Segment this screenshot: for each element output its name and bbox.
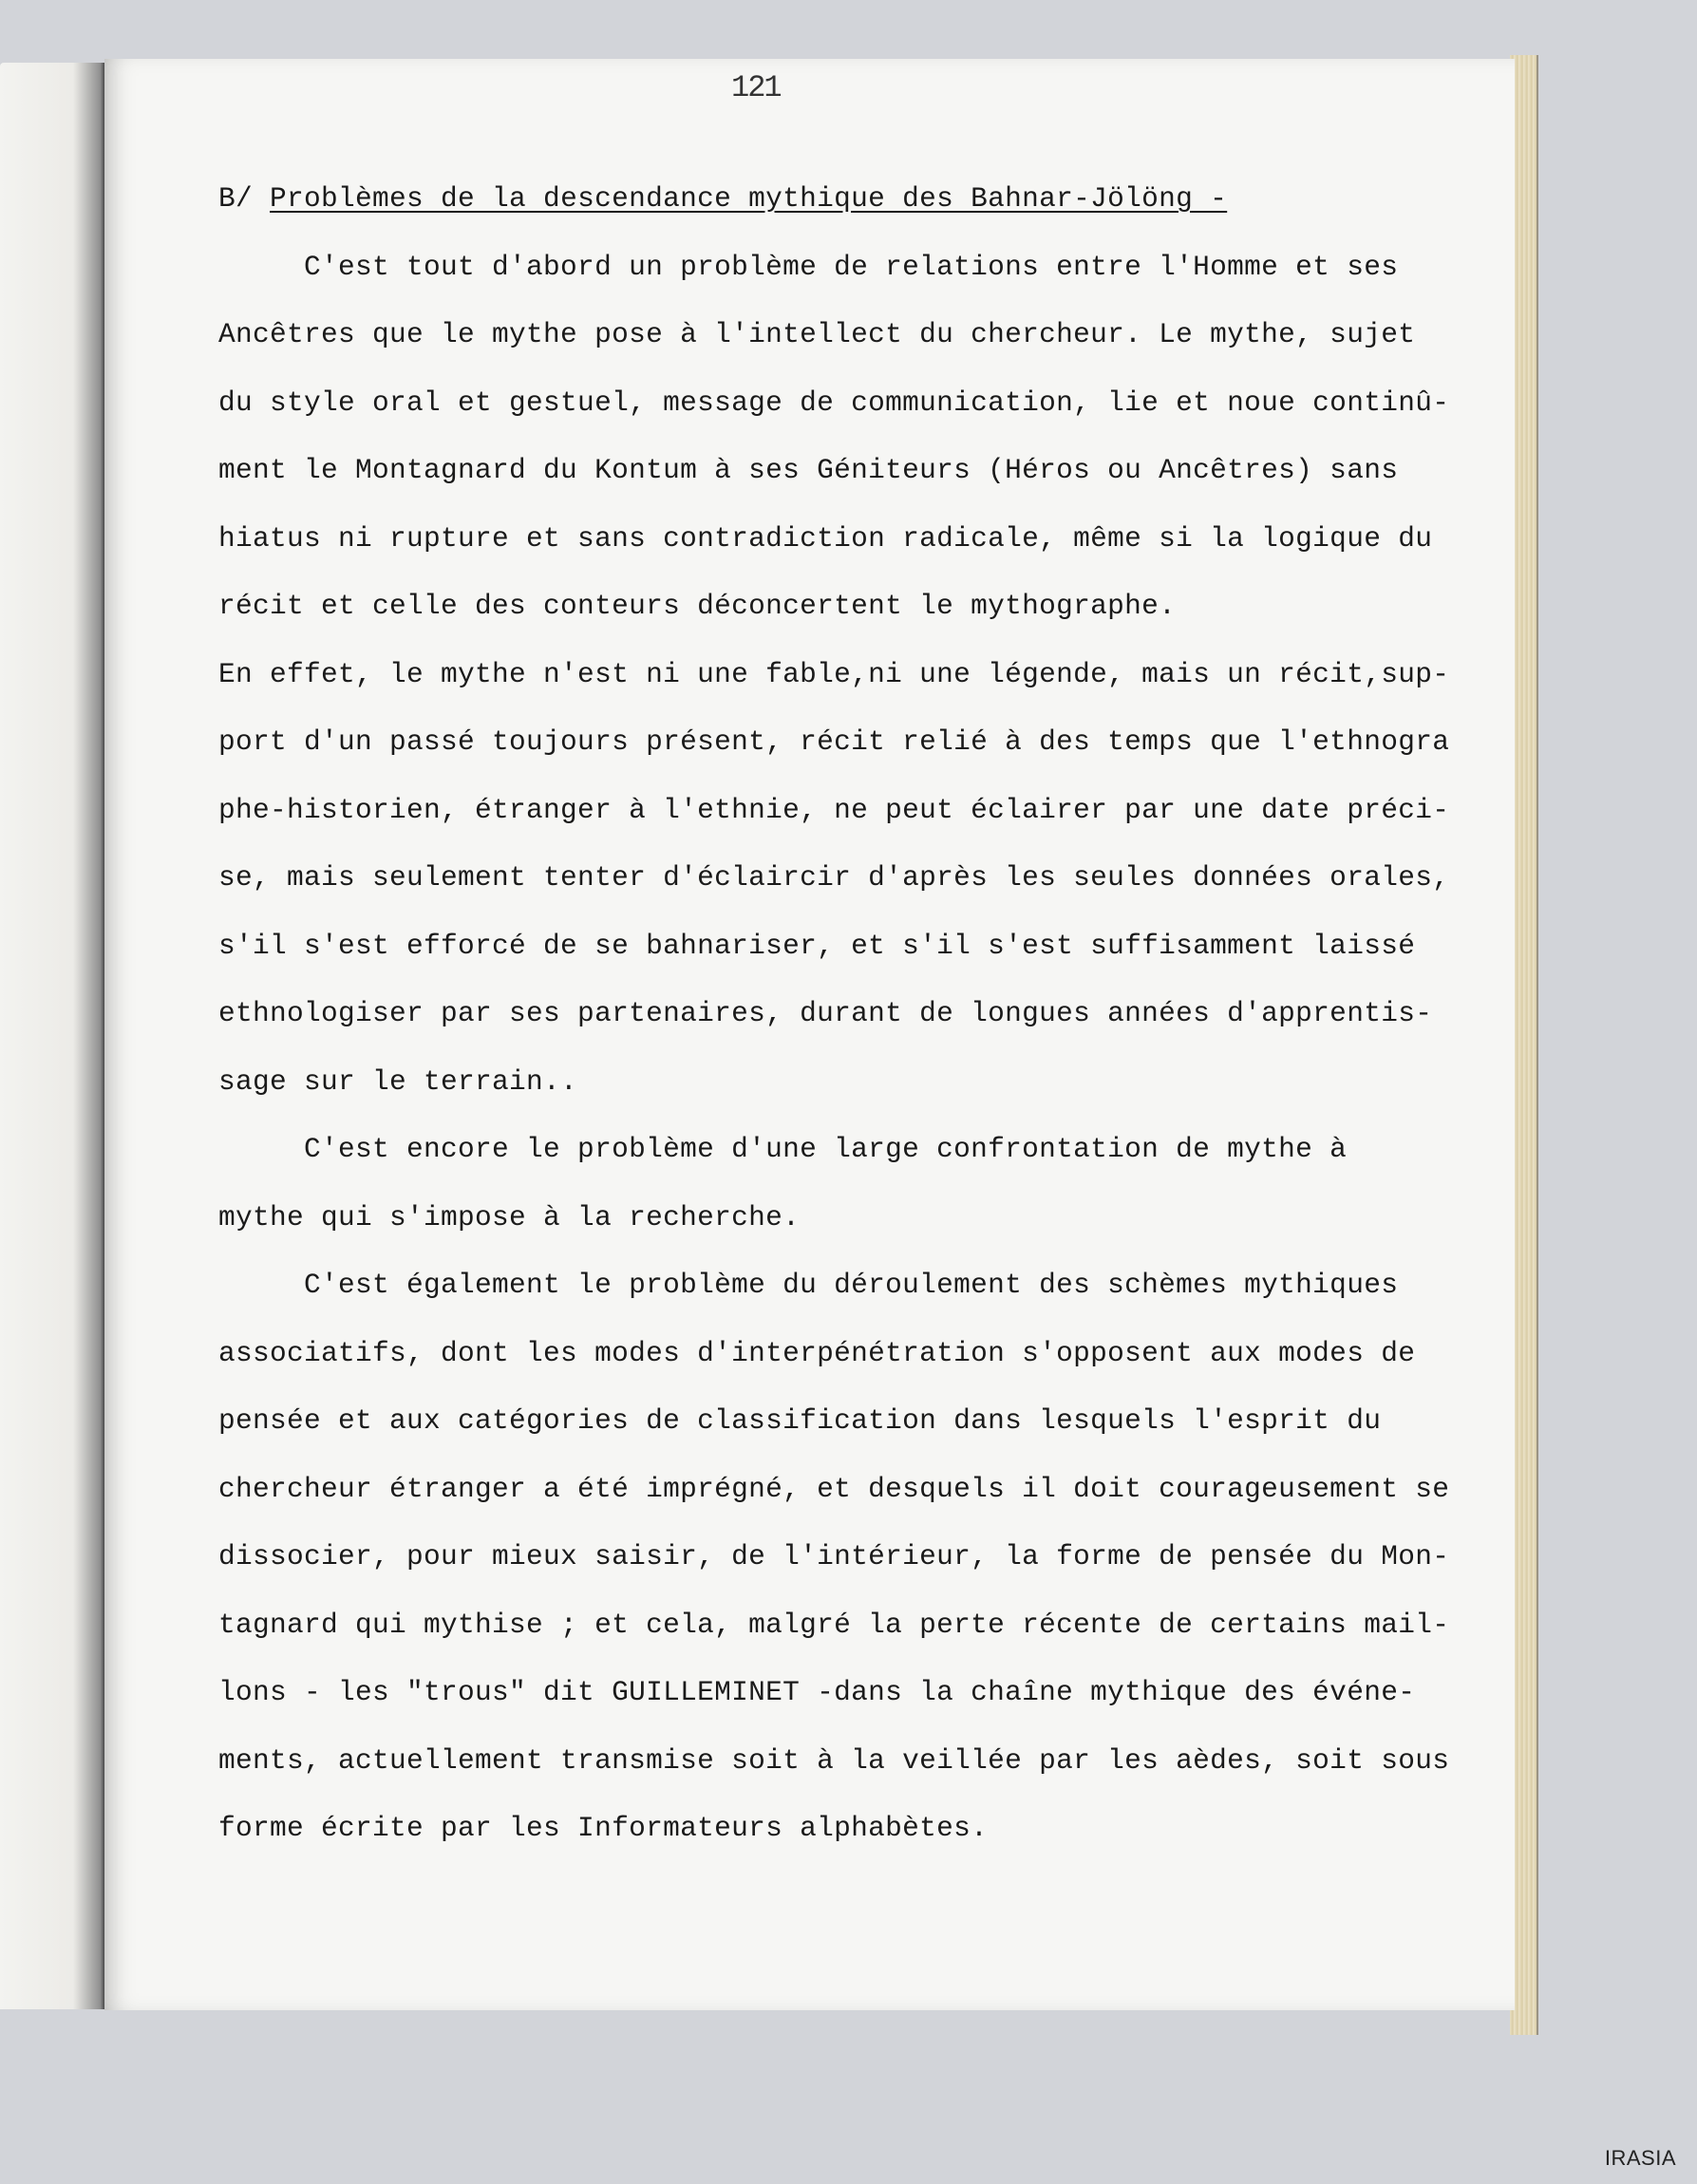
watermark: IRASIA	[1604, 2146, 1676, 2170]
text-line: C'est tout d'abord un problème de relations entre l'Homme et ses	[218, 250, 1399, 283]
text-line: port d'un passé toujours présent, récit relié à des temps que l'ethnogra	[218, 725, 1450, 758]
text-line: ment le Montagnard du Kontum à ses Géniteurs (Héros ou Ancêtres) sans	[218, 454, 1399, 486]
left-facing-page	[0, 63, 104, 2009]
text-line: C'est encore le problème d'une large confrontation de mythe à	[218, 1133, 1348, 1165]
text-line: chercheur étranger a été imprégné, et desquels il doit courageusement se	[218, 1472, 1450, 1505]
body-text	[218, 165, 1529, 1863]
document-page	[104, 59, 1515, 2010]
section-heading	[218, 165, 1529, 234]
heading-prefix: B/	[218, 182, 271, 215]
text-line: En effet, le mythe n'est ni une fable,ni une légende, mais un récit,sup-	[218, 657, 1450, 690]
text-line: forme écrite par les Informateurs alphabètes.	[218, 1812, 989, 1844]
text-line: pensée et aux catégories de classification dans lesquels l'esprit du	[218, 1404, 1382, 1437]
heading-title: Problèmes de la descendance mythique des Bahnar-Jölöng -	[270, 182, 1228, 215]
text-line: du style oral et gestuel, message de communication, lie et noue continû-	[218, 386, 1450, 419]
text-line: mythe qui s'impose à la recherche.	[218, 1200, 801, 1233]
text-line: C'est également le problème du déroulement des schèmes mythiques	[218, 1269, 1399, 1301]
text-line: ethnologiser par ses partenaires, durant de longues années d'apprentis-	[218, 997, 1433, 1029]
text-line: associatifs, dont les modes d'interpénétration s'opposent aux modes de	[218, 1336, 1416, 1369]
text-line: dissocier, pour mieux saisir, de l'intérieur, la forme de pensée du Mon-	[218, 1540, 1450, 1572]
text-line: tagnard qui mythise ; et cela, malgré la perte récente de certains mail-	[218, 1608, 1450, 1641]
text-line: ments, actuellement transmise soit à la veillée par les aèdes, soit sous	[218, 1743, 1450, 1777]
text-line: hiatus ni rupture et sans contradiction radicale, même si la logique du	[218, 521, 1433, 555]
text-line: récit et celle des conteurs déconcertent le mythographe.	[218, 590, 1177, 622]
text-line: sage sur le terrain..	[218, 1064, 578, 1098]
text-line: phe-historien, étranger à l'ethnie, ne peut éclairer par une date préci-	[218, 793, 1450, 826]
text-line: se, mais seulement tenter d'éclaircir d'après les seules données orales,	[218, 861, 1450, 894]
page-number: 121	[731, 70, 781, 105]
text-line: lons - les "trous" dit GUILLEMINET -dans la chaîne mythique des événe-	[218, 1676, 1416, 1708]
text-line: Ancêtres que le mythe pose à l'intellect du chercheur. Le mythe, sujet	[218, 318, 1416, 350]
text-line: s'il s'est efforcé de se bahnariser, et s'il s'est suffisamment laissé	[218, 929, 1416, 962]
